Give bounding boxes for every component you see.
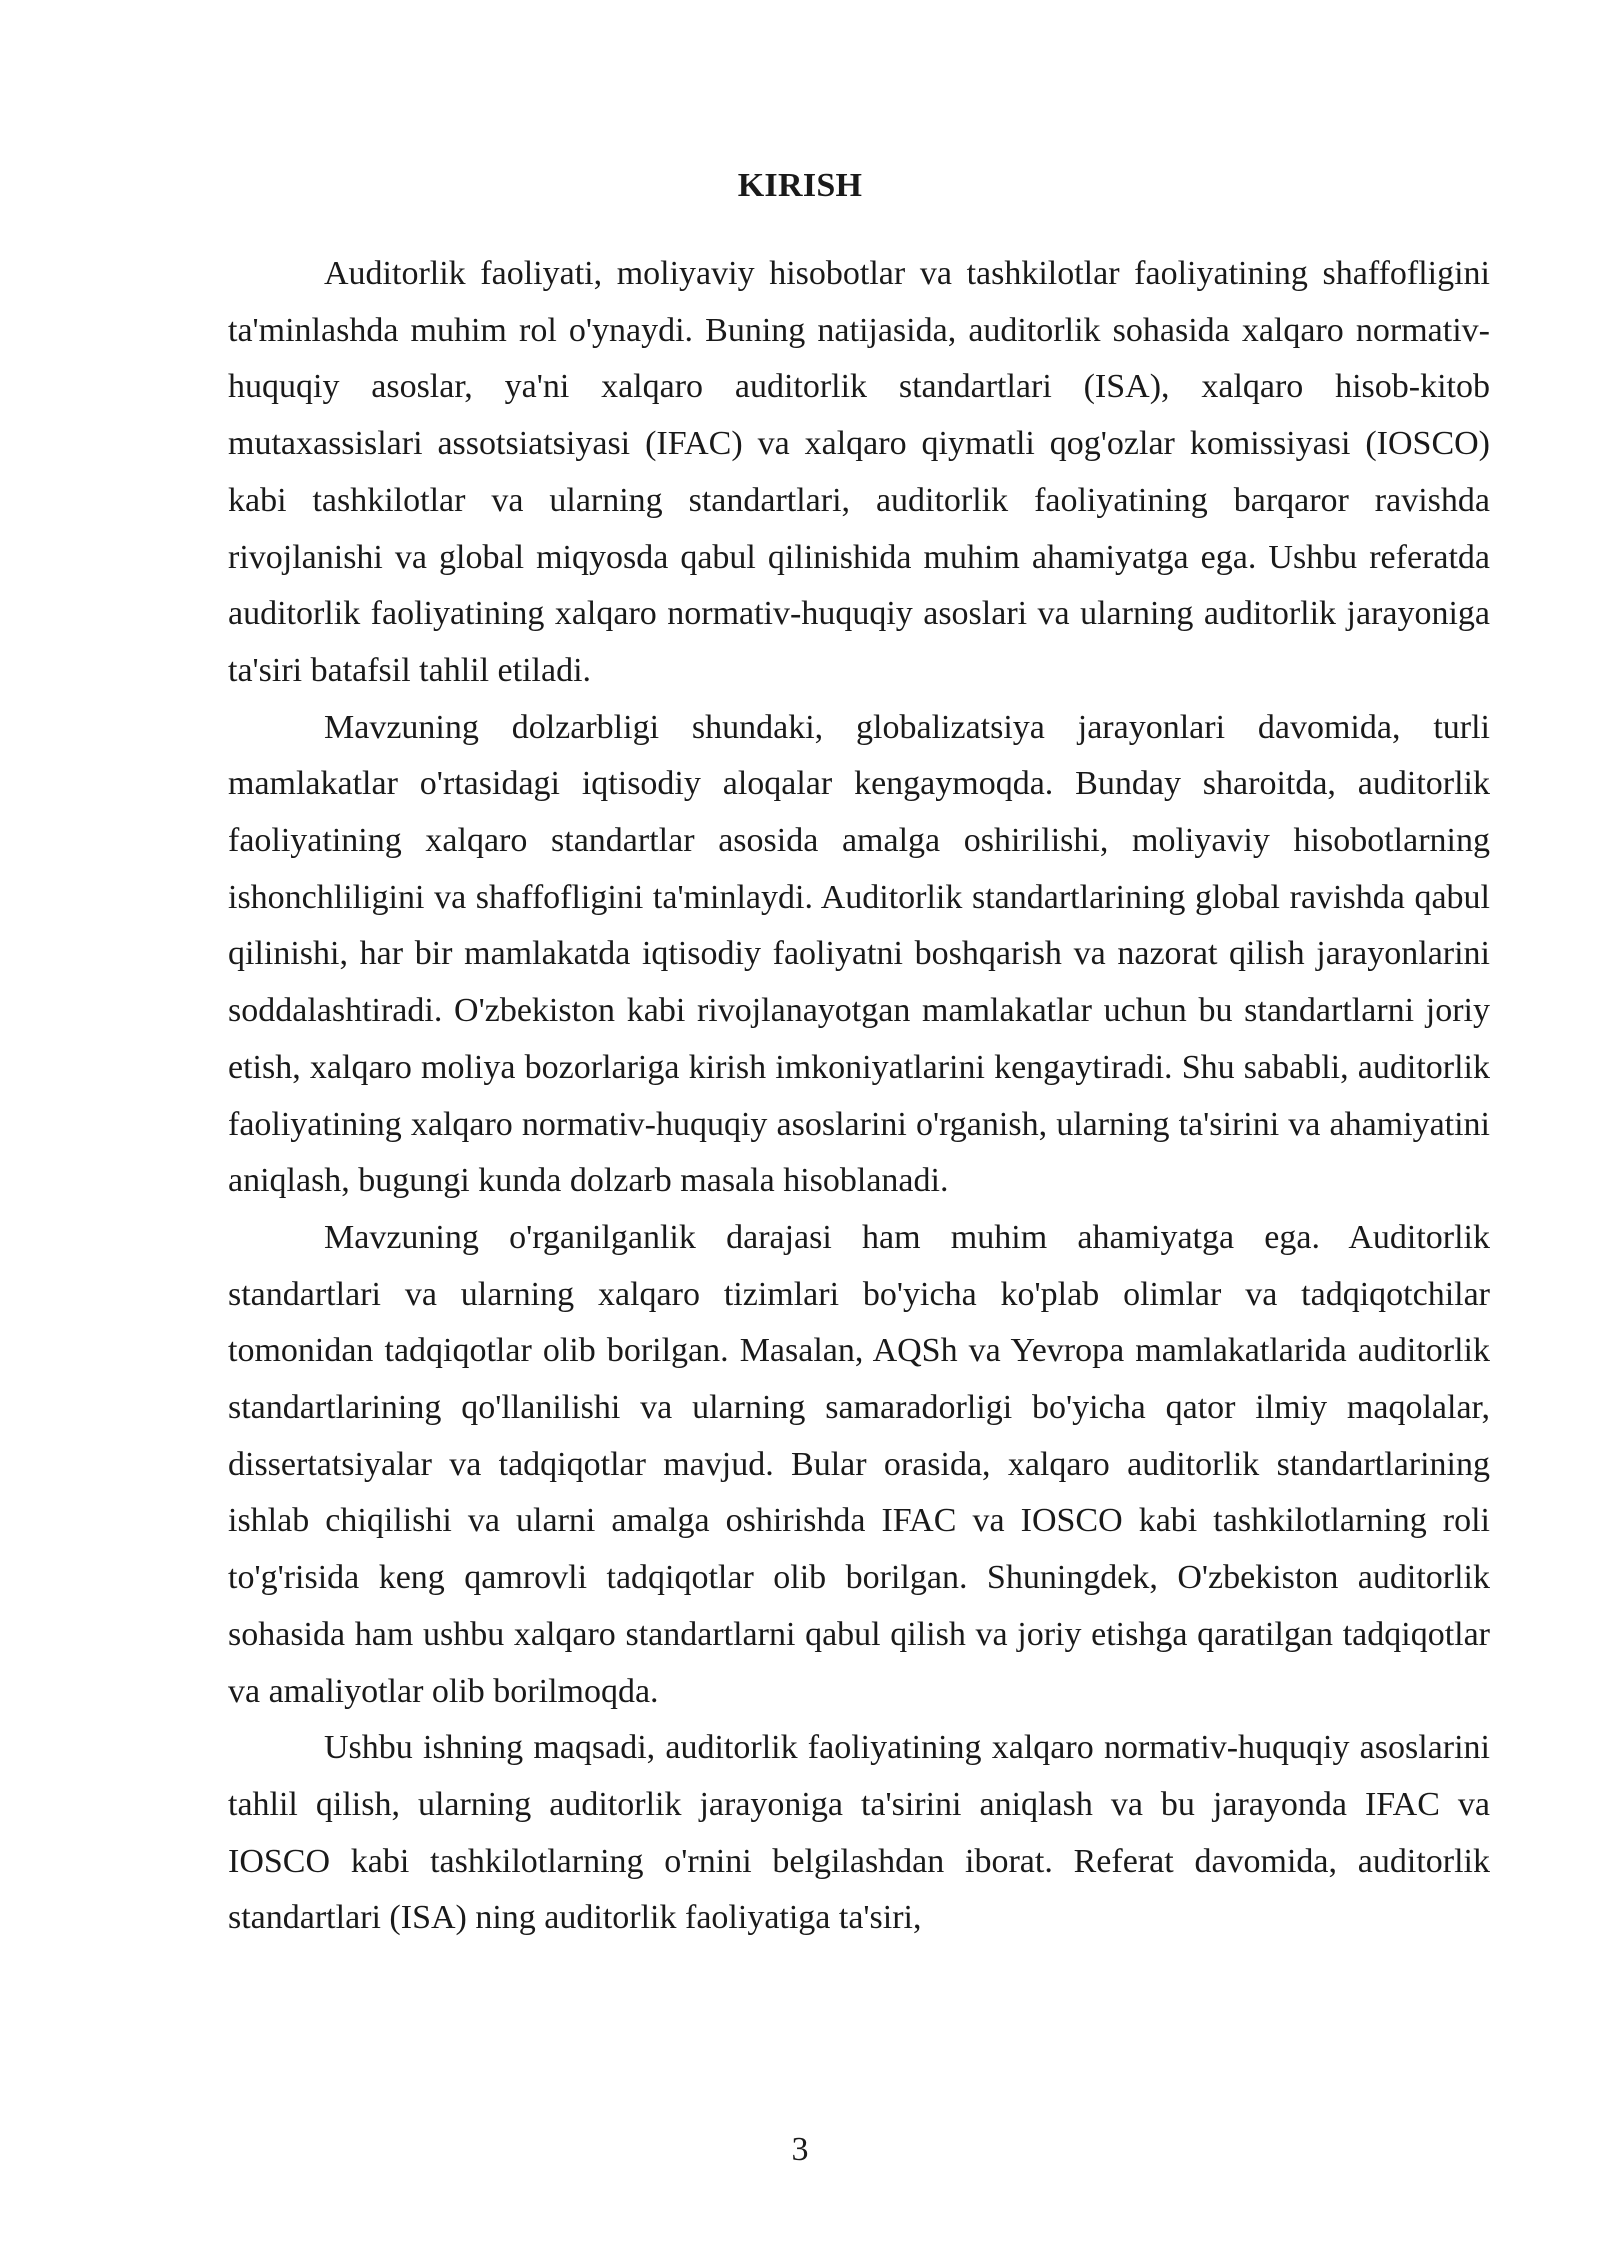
- paragraph-intro: Auditorlik faoliyati, moliyaviy hisobotlar va tashkilotlar faoliyatining shaffofligini ta'minlashda muhim rol o'ynaydi. Buning natijasida, auditorlik sohasida xalqaro normativ-huquqiy asoslar, ya'ni xalqaro auditorlik standartlari (ISA), xalqaro hisob-kitob mutaxassislari assotsiatsiyasi (IFAC) va xalqaro qiymatli qog'ozlar komissiyasi (IOSCO) kabi tashkilotlar va ularning standartlari, auditorlik faoliyatining barqaror ravishda rivojlanishi va global miqyosda qabul qilinishida muhim ahamiyatga ega. Ushbu referatda auditorlik faoliyatining xalqaro normativ-huquqiy asoslari va ularning auditorlik jarayoniga ta'siri batafsil tahlil etiladi.: [228, 255, 1490, 689]
- paragraph-goal: Ushbu ishning maqsadi, auditorlik faoliyatining xalqaro normativ-huquqiy asoslarini tahlil qilish, ularning auditorlik jarayoniga ta'sirini aniqlash va bu jarayonda IFAC va IOSCO kabi tashkilotlarning o'rnini belgilashdan iborat. Referat davomida, auditorlik standartlari (ISA) ning auditorlik faoliyatiga ta'siri,: [228, 1729, 1490, 1937]
- paragraph-research-level: Mavzuning o'rganilganlik darajasi ham muhim ahamiyatga ega. Auditorlik standartlari va ularning xalqaro tizimlari bo'yicha ko'plab olimlar va tadqiqotchilar tomonidan tadqiqotlar olib borilgan. Masalan, AQSh va Yevropa mamlakatlarida auditorlik standartlarining qo'llanilishi va ularning samaradorligi bo'yicha qator ilmiy maqolalar, dissertatsiyalar va tadqiqotlar mavjud. Bular orasida, xalqaro auditorlik standartlarining ishlab chiqilishi va ularni amalga oshirishda IFAC va IOSCO kabi tashkilotlarning roli to'g'risida keng qamrovli tadqiqotlar olib borilgan. Shuningdek, O'zbekiston auditorlik sohasida ham ushbu xalqaro standartlarni qabul qilish va joriy etishga qaratilgan tadqiqotlar va amaliyotlar olib borilmoqda.: [228, 1218, 1490, 1710]
- document-body: [228, 246, 1490, 1947]
- page-number: 3: [791, 2131, 809, 2168]
- paragraph-relevance: Mavzuning dolzarbligi shundaki, globalizatsiya jarayonlari davomida, turli mamlakatlar o'rtasidagi iqtisodiy aloqalar kengaymoqda. Bunday sharoitda, auditorlik faoliyatining xalqaro standartlar asosida amalga oshirilishi, moliyaviy hisobotlarning ishonchliligini va shaffofligini ta'minlaydi. Auditorlik standartlarining global ravishda qabul qilinishi, har bir mamlakatda iqtisodiy faoliyatni boshqarish va nazorat qilish jarayonlarini soddalashtiradi. O'zbekiston kabi rivojlanayotgan mamlakatlar uchun bu standartlarni joriy etish, xalqaro moliya bozorlariga kirish imkoniyatlarini kengaytiradi. Shu sababli, auditorlik faoliyatining xalqaro normativ-huquqiy asoslarini o'rganish, ularning ta'sirini va ahamiyatini aniqlash, bugungi kunda dolzarb masala hisoblanadi.: [228, 708, 1490, 1200]
- page-title: KIRISH: [737, 167, 863, 204]
